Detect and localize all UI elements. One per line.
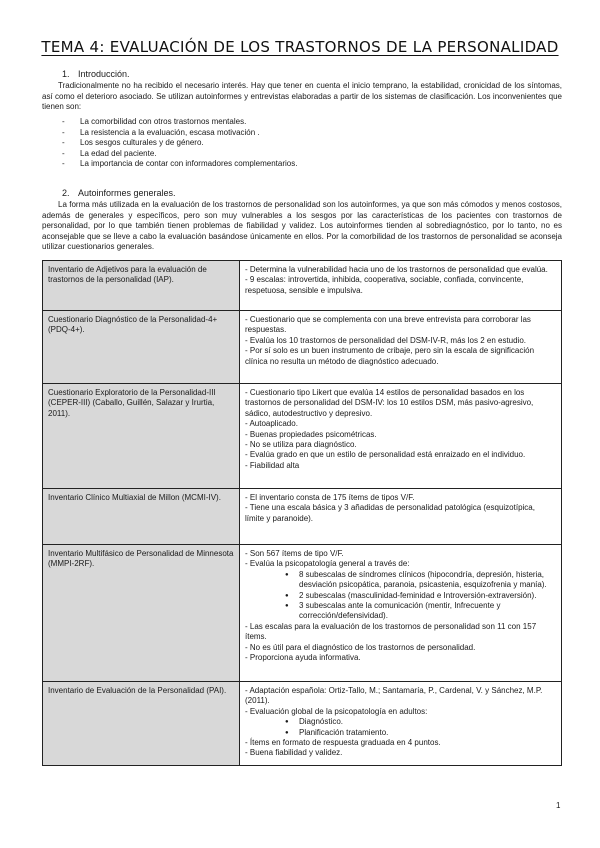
list-item: - La resistencia a la evaluación, escasa motivación . <box>62 128 542 139</box>
list-item: - La comorbilidad con otros trastornos mentales. <box>62 117 542 128</box>
description-line: - Las escalas para la evaluación de los trastornos de personalidad son 11 con 157 ítems. <box>245 621 537 642</box>
description-line: - Por sí solo es un buen instrumento de cribaje, pero sin la escala de significación clínica no resulta un método de diagnóstico adecuado. <box>245 346 535 366</box>
list-item: ● 2 subescalas (masculinidad-feminidad e Introversión-extraversión). <box>285 591 556 601</box>
description-line: - Son 567 ítems de tipo V/F. <box>245 549 344 558</box>
table-cell-name: Cuestionario Diagnóstico de la Personalidad-4+ (PDQ-4+). <box>43 311 240 384</box>
table-row <box>43 682 562 766</box>
table-cell-name: Inventario Multifásico de Personalidad de Minnesota (MMPI-2RF). <box>43 545 240 682</box>
table-cell-description <box>240 682 562 766</box>
table-cell-description <box>240 311 562 384</box>
description-line: - Determina la vulnerabilidad hacia uno de los trastornos de personalidad que evalúa. <box>245 265 548 274</box>
description-line: - Evalúa los 10 trastornos de personalidad del DSM-IV-R, más los 2 en estudio. <box>245 335 527 345</box>
table-cell-description <box>240 489 562 545</box>
description-line: - Fiabilidad alta <box>245 460 300 470</box>
section-1-number: 1. <box>62 69 70 79</box>
subscale-list <box>245 570 556 622</box>
table-cell-name: Inventario de Adjetivos para la evaluación de trastornos de la personalidad (IAP). <box>43 261 240 311</box>
section-1-heading <box>62 69 130 79</box>
list-item: ● 3 subescalas ante la comunicación (mentir, Infrecuente y corrección/defensividad). <box>285 601 556 622</box>
subscale-list <box>245 717 556 738</box>
description-line: - Ítems en formato de respuesta graduada en 4 puntos. <box>245 738 441 748</box>
description-line: - Buenas propiedades psicométricas. <box>245 429 377 439</box>
table-cell-name: Inventario Clínico Multiaxial de Millon (MCMI-IV). <box>43 489 240 545</box>
table-cell-description <box>240 384 562 489</box>
description-line: - 9 escalas: introvertida, inhibida, cooperativa, sociable, confiada, convincente, respetuosa, sensible e impulsiva. <box>245 275 524 295</box>
description-line: - Adaptación española: Ortiz-Tallo, M.; Santamaría, P., Cardenal, V. y Sánchez, M.P. (2011). <box>245 686 543 706</box>
section-2-number: 2. <box>62 188 70 198</box>
description-line: - Cuestionario tipo Likert que evalúa 14 estilos de personalidad basados en los trastornos de personalidad del DSM-IV: los 10 estilos DSM, más pasivo-agresivo, sádico, autodestructivo y depresivo. <box>245 388 534 418</box>
description-line: - Autoaplicado. <box>245 419 298 429</box>
table-cell-name: Inventario de Evaluación de la Personalidad (PAI). <box>43 682 240 766</box>
list-item: - La edad del paciente. <box>62 149 542 160</box>
section-1-list <box>62 117 542 170</box>
questionnaires-table <box>42 260 562 766</box>
table-cell-name: Cuestionario Exploratorio de la Personalidad-III (CEPER-III) (Caballo, Guillén, Salazar y Irurtia, 2011). <box>43 384 240 489</box>
list-item: ● Planificación tratamiento. <box>285 728 556 738</box>
description-line: - Evalúa la psicopatología general a través de: <box>245 559 410 569</box>
table-row <box>43 311 562 384</box>
table-cell-description <box>240 261 562 311</box>
description-line: - Evalúa grado en que un estilo de personalidad está enraizado en el individuo. <box>245 450 526 460</box>
section-2-title: Autoinformes generales. <box>78 188 176 198</box>
list-item: ● 8 subescalas de síndromes clínicos (hipocondría, depresión, histeria, desviación psicopática, paranoia, psicastenia, esquizofrenia y manía). <box>285 570 556 591</box>
list-item: - Los sesgos culturales y de género. <box>62 138 542 149</box>
table-row <box>43 384 562 489</box>
table-row <box>43 261 562 311</box>
page-title: TEMA 4: EVALUACIÓN DE LOS TRASTORNOS DE LA PERSONALIDAD <box>41 38 559 56</box>
section-1-paragraph <box>42 81 562 113</box>
description-line: - Buena fiabilidad y validez. <box>245 748 343 758</box>
description-line: - El inventario consta de 175 ítems de tipos V/F. <box>245 493 415 502</box>
description-line: - Tiene una escala básica y 3 añadidas de personalidad patológica (esquizotípica, límite y paranoide). <box>245 503 535 523</box>
description-line: - No se utiliza para diagnóstico. <box>245 440 357 450</box>
section-1-paragraph-text: Tradicionalmente no ha recibido el necesario interés. Hay que tener en cuenta el inicio temprano, la estabilidad, cronicidad de los síntomas, así como el deterioro asociado. Se utilizan autoinformes y entrevistas elaboradas a partir de los sistemas de clasificación. Los inconvenientes que tienen son: <box>42 81 562 112</box>
description-line: - Proporciona ayuda informativa. <box>245 653 361 663</box>
table-cell-description <box>240 545 562 682</box>
table-row <box>43 489 562 545</box>
list-item: - La importancia de contar con informadores complementarios. <box>62 159 542 170</box>
section-2-paragraph-text: La forma más utilizada en la evaluación de los trastornos de personalidad son los autoinformes, ya que son más cómodos y menos costosos, además de generales y específicos, pero son muy vulnerables a los sesgos por las características de los pacientes con trastornos de personalidad, por lo que también tienen problemas de fiabilidad y validez. Los autoinformes tienden al sobrediagnóstico, por lo tanto, no es aconsejable que se lleve a cabo la evaluación basándose únicamente en ellos. Por la comorbilidad de los trastornos de personalidad se aconseja utilizar cuestionarios generales. <box>42 200 562 252</box>
description-line: - No es útil para el diagnóstico de los trastornos de personalidad. <box>245 642 476 652</box>
table-row <box>43 545 562 682</box>
section-1-title: Introducción. <box>78 69 130 79</box>
page-number: 1 <box>556 801 561 810</box>
list-item: ● Diagnóstico. <box>285 717 556 727</box>
description-line: - Cuestionario que se complementa con una breve entrevista para corroborar las respuestas. <box>245 315 531 335</box>
section-2-heading <box>62 188 176 198</box>
description-line: - Evaluación global de la psicopatología en adultos: <box>245 706 428 716</box>
section-2-paragraph <box>42 200 562 253</box>
